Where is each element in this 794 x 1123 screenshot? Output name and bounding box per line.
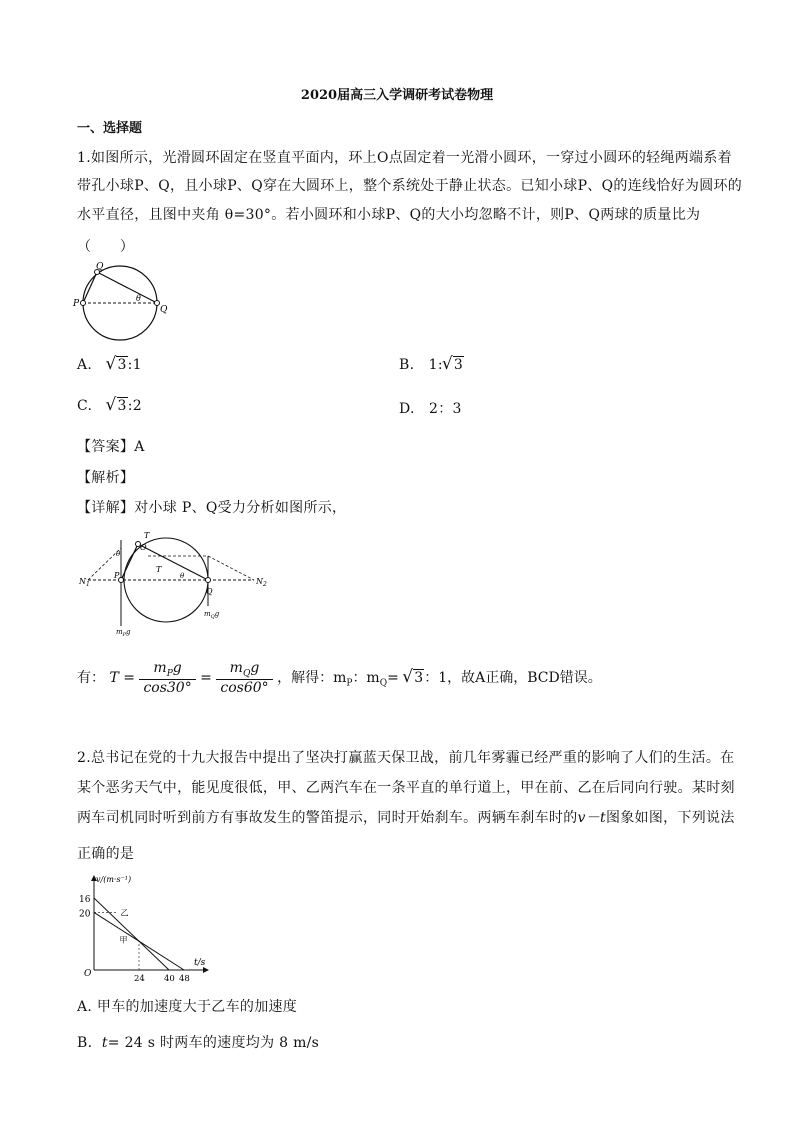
fig2-label-mqg: $m_Qg$ xyxy=(204,610,220,620)
chart-xlabel: t/s xyxy=(194,958,206,968)
fig2-label-t1: T xyxy=(144,531,150,540)
y-tick-label-16: 20 xyxy=(79,909,91,920)
fig2-label-n1: $N_1$ xyxy=(79,577,90,588)
x-tick-label-48: 48 xyxy=(179,974,190,984)
option-b-label: B. xyxy=(399,357,415,373)
q1-text-line2: 带孔小球P、Q，且小球P、Q穿在大圆环上，整个系统处于静止状态。已知小球P、Q的连线恰好为圆环的 xyxy=(77,178,743,194)
q1-detail-text: 【详解】对小球 P、Q受力分析如图所示， xyxy=(77,500,347,516)
q2-text-line4: 正确的是 xyxy=(77,846,135,862)
option-a-rest: :1 xyxy=(127,357,142,373)
q1-text-line1: 1.如图所示，光滑圆环固定在竖直平面内，环上O点固定着一光滑小圆环，一穿过小圆环的轻绳两端系着 xyxy=(77,150,732,166)
x-tick-label-40: 40 xyxy=(164,974,175,984)
option-b-radicand: 3 xyxy=(453,357,464,373)
formula-prefix: 有： xyxy=(77,669,105,686)
q1-answer: 【答案】A xyxy=(77,439,145,455)
formula-t: T xyxy=(109,669,119,686)
sqrt-symbol xyxy=(106,357,127,373)
vt-chart xyxy=(76,870,216,985)
fig2-label-theta2: θ xyxy=(180,572,185,580)
q1-option-d xyxy=(399,398,462,418)
fig2-label-t2: T xyxy=(156,565,162,574)
q1-text-line3: 水平直径，且图中夹角 θ=30°。若小圆环和小球P、Q的大小均忽略不计，则P、Q两球的质量比为 xyxy=(77,207,701,223)
section-heading: 一、选择题 xyxy=(77,121,143,136)
solve-prefix: ，解得：m xyxy=(277,669,347,686)
fig1-label-theta: θ xyxy=(136,294,141,303)
fraction-1: $\frac{m_Pg}{\cos 30^\circ}$ xyxy=(139,660,195,696)
sqrt-symbol xyxy=(107,398,128,414)
option-a-radicand: 3 xyxy=(117,357,127,373)
option-c-label: C. xyxy=(77,398,93,414)
sqrt-symbol xyxy=(443,357,464,373)
option-a-label: A. xyxy=(77,357,93,373)
fig2-label-theta1: θ xyxy=(116,550,121,558)
q2-text-line2: 某个恶劣天气中，能见度很低，甲、乙两汽车在一条平直的单行道上，甲在前、乙在后同向行驶。某时刻 xyxy=(77,780,735,796)
q2-text-line1: 2.总书记在党的十九大报告中提出了坚决打赢蓝天保卫战，前几年雾霾已经严重的影响了人们的生活。在 xyxy=(77,750,735,766)
fig2-label-mpg: $m_Pg$ xyxy=(116,628,131,638)
document-title: 2020届高三入学调研考试卷物理 xyxy=(300,88,494,103)
q1-text-line4: （ ） xyxy=(77,239,135,255)
fig2-label-n2: $N_2$ xyxy=(256,577,267,588)
fig2-label-p: P xyxy=(114,571,120,580)
q1-option-a xyxy=(77,357,142,373)
q2-text-line3: 两车司机同时听到前方有事故发生的警笛提示，同时开始刹车。两辆车刹车时的v－t图象如图，下列说法 xyxy=(77,810,735,826)
fig2-label-o: O xyxy=(140,543,147,552)
option-b-pre: 1: xyxy=(428,357,443,373)
formula-eq2: = xyxy=(200,669,212,686)
q1-circle-figure xyxy=(70,260,180,350)
chart-origin: O xyxy=(84,969,92,979)
fraction-2: $\frac{m_Qg}{\cos 60^\circ}$ xyxy=(216,660,272,696)
q2-option-b: B. t= 24 s 时两车的速度均为 8 m/s xyxy=(77,1035,320,1051)
q1-formula: 有： T = $\frac{m_Pg}{\cos 30^\circ}$ = $\frac{m_Qg}{\cos 60^\circ}$ ，解得：$m_P$：$m_Q=$ √ 3：1，故A正确，BCD错误。 xyxy=(77,660,602,696)
series-label-0: 乙 xyxy=(120,908,129,918)
fig1-label-q-top: Q xyxy=(96,262,104,272)
formula-eq1: = xyxy=(123,669,135,686)
option-d-label: D. xyxy=(399,401,415,417)
series-line-0 xyxy=(94,898,169,970)
fig1-label-q: Q xyxy=(160,305,168,315)
sqrt-symbol: √ 3 xyxy=(403,670,424,686)
q1-force-diagram xyxy=(76,528,276,643)
q1-analysis-heading: 【解析】 xyxy=(77,470,135,486)
option-c-rest: :2 xyxy=(127,398,142,414)
x-tick-label-24: 24 xyxy=(134,974,145,984)
fig2-label-q: Q xyxy=(206,587,213,596)
q1-option-c xyxy=(77,398,142,414)
option-c-radicand: 3 xyxy=(117,398,127,414)
chart-ylabel: v/(m·s⁻¹) xyxy=(96,875,132,884)
solve-conclusion: ：1，故A正确，BCD错误。 xyxy=(424,669,602,686)
series-label-1: 甲 xyxy=(119,935,128,945)
q1-option-b xyxy=(399,357,464,373)
y-tick-label-20: 16 xyxy=(79,895,91,905)
fig1-label-p: P xyxy=(73,299,80,309)
option-d-text: 2：3 xyxy=(429,401,462,417)
q2-option-a: A. 甲车的加速度大于乙车的加速度 xyxy=(77,999,298,1015)
